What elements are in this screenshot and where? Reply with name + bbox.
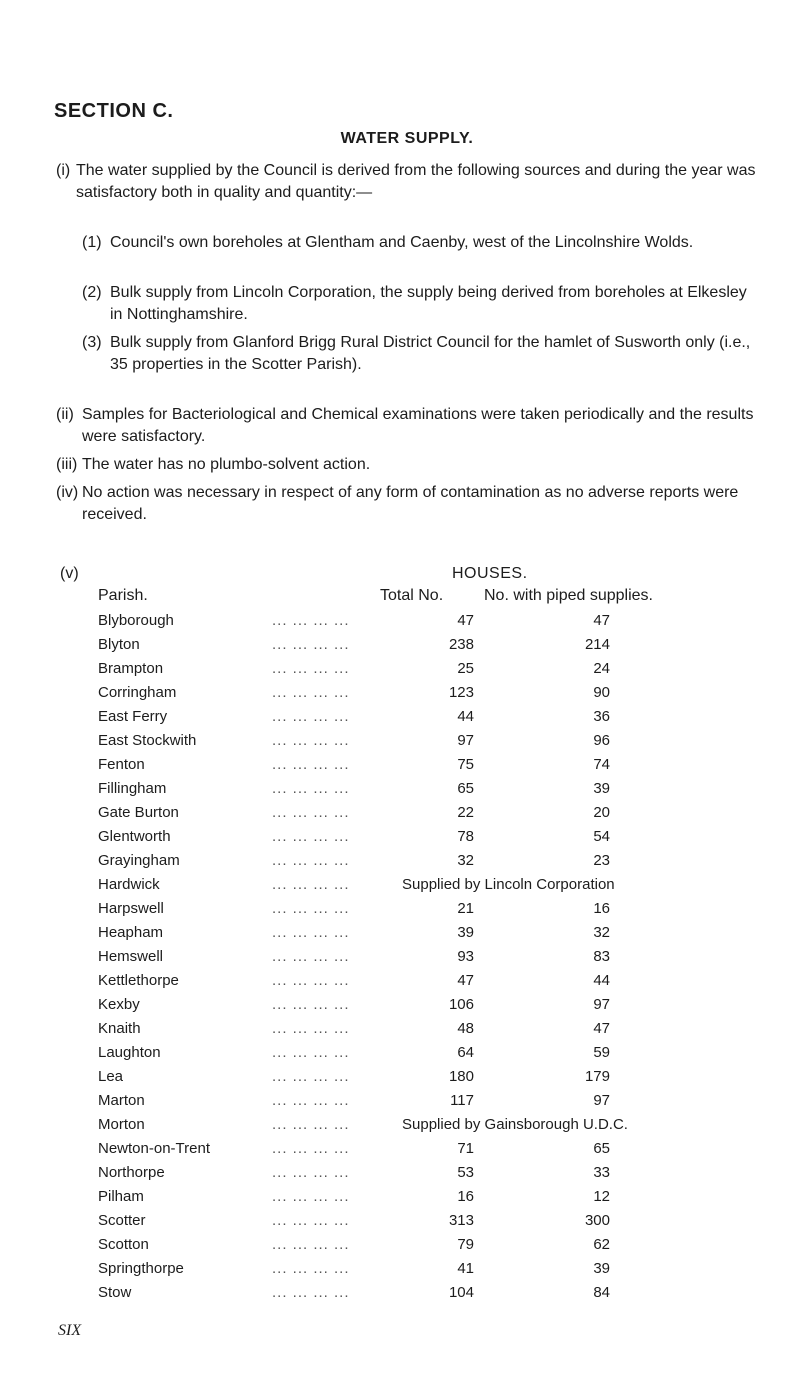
leader-dots: ... ... ... ... <box>272 636 350 653</box>
piped-supplies: 214 <box>584 636 610 653</box>
paragraph-source-1 <box>82 232 756 254</box>
parish-name: Marton <box>98 1092 145 1109</box>
leader-dots: ... ... ... ... <box>272 612 350 629</box>
total-houses: 106 <box>448 996 474 1013</box>
parish-name: Blyborough <box>98 612 174 629</box>
leader-dots: ... ... ... ... <box>272 1260 350 1277</box>
parish-name: Kettlethorpe <box>98 972 179 989</box>
column-header-piped: No. with piped supplies. <box>484 587 653 604</box>
piped-supplies: 74 <box>593 756 610 773</box>
paragraph-text: Samples for Bacteriological and Chemical examinations were taken periodically and the results were satisfactory. <box>82 406 754 445</box>
piped-supplies: 62 <box>593 1236 610 1253</box>
paragraph-marker: (i) <box>56 162 71 179</box>
table-row <box>0 1185 800 1209</box>
paragraph-i <box>56 160 756 204</box>
table-row <box>0 897 800 921</box>
paragraph-marker: (iv) <box>56 484 79 501</box>
paragraph-marker: (1) <box>82 234 102 251</box>
piped-supplies: 84 <box>593 1284 610 1301</box>
leader-dots: ... ... ... ... <box>272 804 350 821</box>
paragraph-marker: (2) <box>82 284 102 301</box>
piped-supplies: 39 <box>593 1260 610 1277</box>
piped-supplies: 47 <box>593 1020 610 1037</box>
piped-supplies: 97 <box>593 1092 610 1109</box>
parish-name: Scotton <box>98 1236 149 1253</box>
piped-supplies: 90 <box>593 684 610 701</box>
leader-dots: ... ... ... ... <box>272 1212 350 1229</box>
table-row <box>0 849 800 873</box>
table-row <box>0 1161 800 1185</box>
parish-name: Glentworth <box>98 828 171 845</box>
piped-supplies: 24 <box>593 660 610 677</box>
table-row <box>0 657 800 681</box>
total-houses: 71 <box>457 1140 474 1157</box>
total-houses: 21 <box>457 900 474 917</box>
table-row <box>0 825 800 849</box>
leader-dots: ... ... ... ... <box>272 1164 350 1181</box>
leader-dots: ... ... ... ... <box>272 924 350 941</box>
table-row <box>0 753 800 777</box>
paragraph-text: The water supplied by the Council is derived from the following sources and during the year was satisfactory both in quality and quantity:— <box>76 162 756 201</box>
piped-supplies: 59 <box>593 1044 610 1061</box>
column-header-total: Total No. <box>380 587 444 604</box>
parish-name: Pilham <box>98 1188 144 1205</box>
table-row <box>0 1089 800 1113</box>
leader-dots: ... ... ... ... <box>272 948 350 965</box>
leader-dots: ... ... ... ... <box>272 708 350 725</box>
parish-name: Hemswell <box>98 948 164 965</box>
piped-supplies: 23 <box>593 852 610 869</box>
table-row <box>0 1257 800 1281</box>
table-row <box>0 1137 800 1161</box>
supply-note: Supplied by Lincoln Corporation <box>402 876 615 893</box>
piped-supplies: 44 <box>593 972 610 989</box>
section-heading: SECTION C. <box>54 100 174 122</box>
parish-name: Hardwick <box>98 876 160 893</box>
piped-supplies: 96 <box>593 732 610 749</box>
table-row <box>0 609 800 633</box>
leader-dots: ... ... ... ... <box>272 780 350 797</box>
leader-dots: ... ... ... ... <box>272 660 350 677</box>
total-houses: 65 <box>457 780 474 797</box>
total-houses: 93 <box>457 948 474 965</box>
parish-name: Gate Burton <box>98 804 179 821</box>
total-houses: 44 <box>457 708 474 725</box>
paragraph-source-3 <box>82 332 756 376</box>
piped-supplies: 39 <box>593 780 610 797</box>
leader-dots: ... ... ... ... <box>272 756 350 773</box>
paragraph-iii <box>56 454 756 476</box>
total-houses: 41 <box>457 1260 474 1277</box>
leader-dots: ... ... ... ... <box>272 1140 350 1157</box>
parish-name: Newton-on-Trent <box>98 1140 210 1157</box>
piped-supplies: 32 <box>593 924 610 941</box>
table-row <box>0 1041 800 1065</box>
paragraph-marker: (ii) <box>56 406 74 423</box>
table-row <box>0 681 800 705</box>
table-row <box>0 633 800 657</box>
leader-dots: ... ... ... ... <box>272 732 350 749</box>
leader-dots: ... ... ... ... <box>272 1236 350 1253</box>
parish-name: Springthorpe <box>98 1260 184 1277</box>
table-row <box>0 1017 800 1041</box>
total-houses: 47 <box>457 612 474 629</box>
parish-name: East Ferry <box>98 708 168 725</box>
parish-name: Knaith <box>98 1020 141 1037</box>
total-houses: 53 <box>457 1164 474 1181</box>
paragraph-text: The water has no plumbo-solvent action. <box>82 456 371 473</box>
piped-supplies: 83 <box>593 948 610 965</box>
leader-dots: ... ... ... ... <box>272 972 350 989</box>
total-houses: 123 <box>448 684 474 701</box>
piped-supplies: 12 <box>593 1188 610 1205</box>
paragraph-source-2 <box>82 282 756 326</box>
parish-name: Harpswell <box>98 900 164 917</box>
page-title: WATER SUPPLY. <box>340 130 474 147</box>
paragraph-text: Bulk supply from Glanford Brigg Rural District Council for the hamlet of Susworth only (i.e., 35 properties in the Scotter Parish). <box>110 334 751 373</box>
table-row <box>0 945 800 969</box>
piped-supplies: 179 <box>584 1068 610 1085</box>
total-houses: 313 <box>448 1212 474 1229</box>
total-houses: 25 <box>457 660 474 677</box>
parish-name: Lea <box>98 1068 124 1085</box>
leader-dots: ... ... ... ... <box>272 852 350 869</box>
parish-name: Blyton <box>98 636 140 653</box>
total-houses: 47 <box>457 972 474 989</box>
parish-name: Laughton <box>98 1044 161 1061</box>
leader-dots: ... ... ... ... <box>272 1188 350 1205</box>
table-row <box>0 873 800 897</box>
paragraph-marker: (iii) <box>56 456 78 473</box>
piped-supplies: 47 <box>593 612 610 629</box>
total-houses: 64 <box>457 1044 474 1061</box>
parish-name: Fillingham <box>98 780 167 797</box>
total-houses: 117 <box>450 1092 474 1109</box>
leader-dots: ... ... ... ... <box>272 1284 350 1301</box>
piped-supplies: 54 <box>593 828 610 845</box>
paragraph-ii <box>56 404 756 448</box>
column-header-parish: Parish. <box>98 587 148 604</box>
piped-supplies: 300 <box>584 1212 610 1229</box>
piped-supplies: 65 <box>593 1140 610 1157</box>
leader-dots: ... ... ... ... <box>272 828 350 845</box>
total-houses: 180 <box>448 1068 474 1085</box>
parish-name: Heapham <box>98 924 164 941</box>
total-houses: 32 <box>457 852 474 869</box>
leader-dots: ... ... ... ... <box>272 900 350 917</box>
paragraph-text: Council's own boreholes at Glentham and Caenby, west of the Lincolnshire Wolds. <box>110 234 694 251</box>
total-houses: 78 <box>457 828 474 845</box>
leader-dots: ... ... ... ... <box>272 876 350 893</box>
total-houses: 22 <box>457 804 474 821</box>
table-row <box>0 729 800 753</box>
total-houses: 104 <box>448 1284 474 1301</box>
table-row <box>0 1281 800 1305</box>
supply-note: Supplied by Gainsborough U.D.C. <box>402 1116 628 1133</box>
parish-name: Morton <box>98 1116 145 1133</box>
table-row <box>0 921 800 945</box>
table-row <box>0 1113 800 1137</box>
parish-name: Kexby <box>98 996 140 1013</box>
parish-name: Grayingham <box>98 852 180 869</box>
parish-name: East Stockwith <box>98 732 197 749</box>
table-row <box>0 1209 800 1233</box>
total-houses: 39 <box>457 924 474 941</box>
piped-supplies: 36 <box>593 708 610 725</box>
table-row <box>0 705 800 729</box>
piped-supplies: 20 <box>593 804 610 821</box>
leader-dots: ... ... ... ... <box>272 1116 350 1133</box>
table-row <box>0 969 800 993</box>
paragraph-text: Bulk supply from Lincoln Corporation, the supply being derived from boreholes at Elkesley in Nottinghamshire. <box>110 284 747 323</box>
table-row <box>0 993 800 1017</box>
table-row <box>0 777 800 801</box>
paragraph-iv <box>56 482 756 526</box>
total-houses: 75 <box>457 756 474 773</box>
table-row <box>0 801 800 825</box>
parish-name: Brampton <box>98 660 164 677</box>
leader-dots: ... ... ... ... <box>272 1020 350 1037</box>
leader-dots: ... ... ... ... <box>272 1068 350 1085</box>
houses-header: HOUSES. <box>452 565 528 582</box>
total-houses: 48 <box>457 1020 474 1037</box>
parish-name: Fenton <box>98 756 145 773</box>
paragraph-text: No action was necessary in respect of any form of contamination as no adverse reports were received. <box>82 484 739 523</box>
table-label: (v) <box>60 565 79 582</box>
houses-table <box>0 609 800 1305</box>
paragraph-marker: (3) <box>82 334 102 351</box>
leader-dots: ... ... ... ... <box>272 996 350 1013</box>
table-row <box>0 1233 800 1257</box>
total-houses: 16 <box>457 1188 474 1205</box>
total-houses: 79 <box>457 1236 474 1253</box>
total-houses: 238 <box>448 636 474 653</box>
piped-supplies: 97 <box>593 996 610 1013</box>
parish-name: Scotter <box>98 1212 146 1229</box>
total-houses: 97 <box>457 732 474 749</box>
leader-dots: ... ... ... ... <box>272 684 350 701</box>
leader-dots: ... ... ... ... <box>272 1092 350 1109</box>
leader-dots: ... ... ... ... <box>272 1044 350 1061</box>
parish-name: Northorpe <box>98 1164 165 1181</box>
piped-supplies: 16 <box>593 900 610 917</box>
page-footer-label: SIX <box>58 1322 82 1339</box>
parish-name: Stow <box>98 1284 132 1301</box>
piped-supplies: 33 <box>593 1164 610 1181</box>
table-row <box>0 1065 800 1089</box>
parish-name: Corringham <box>98 684 177 701</box>
